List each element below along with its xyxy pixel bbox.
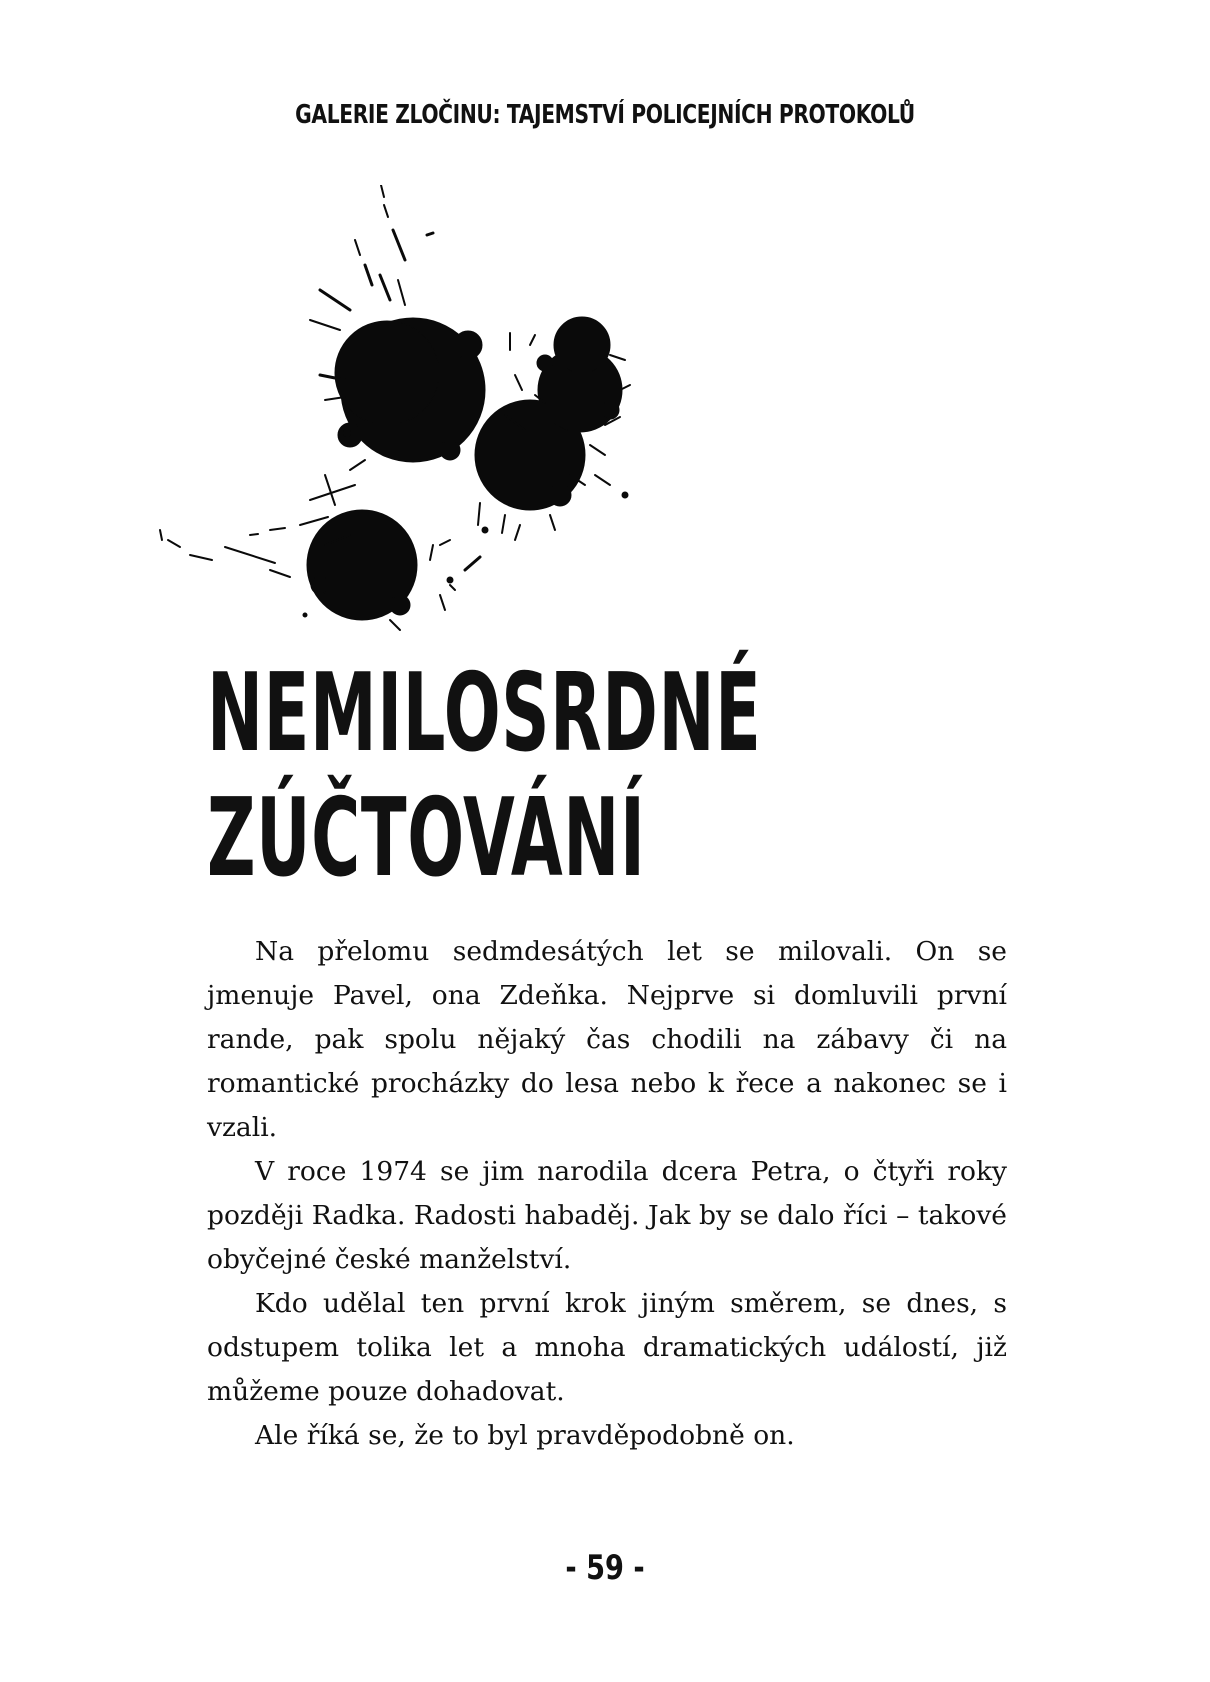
chapter-body (207, 930, 1007, 1458)
paragraph: Kdo udělal ten první krok jiným směrem, se dnes, s odstupem tolika let a mnoha dramatických událostí, již můžeme pouze dohadovat. (207, 1288, 1007, 1407)
running-header: GALERIE ZLOČINU: TAJEMSTVÍ POLICEJNÍCH PROTOKOLŮ (295, 100, 915, 130)
paragraph: Ale říká se, že to byl pravděpodobně on. (255, 1420, 795, 1451)
chapter-title-line-2: ZÚČTOVÁNÍ (207, 776, 646, 901)
page-number: - 59 - (565, 1548, 645, 1588)
paragraph: Na přelomu sedmdesátých let se milovali. On se jmenuje Pavel, ona Zdeňka. Nejprve si domluvili první rande, pak spolu nějaký čas chodili na zábavy či na romantické procházky do lesa nebo k řece a nakonec se i vzali. (207, 936, 1007, 1143)
paragraph: V roce 1974 se jim narodila dcera Petra, o čtyři roky později Radka. Radosti habaděj. Jak by se dalo říci – takové obyčejné české manželství. (207, 1156, 1007, 1275)
ink-splatter-icon (150, 185, 670, 635)
chapter-title-line-1: NEMILOSRDNÉ (207, 651, 762, 776)
